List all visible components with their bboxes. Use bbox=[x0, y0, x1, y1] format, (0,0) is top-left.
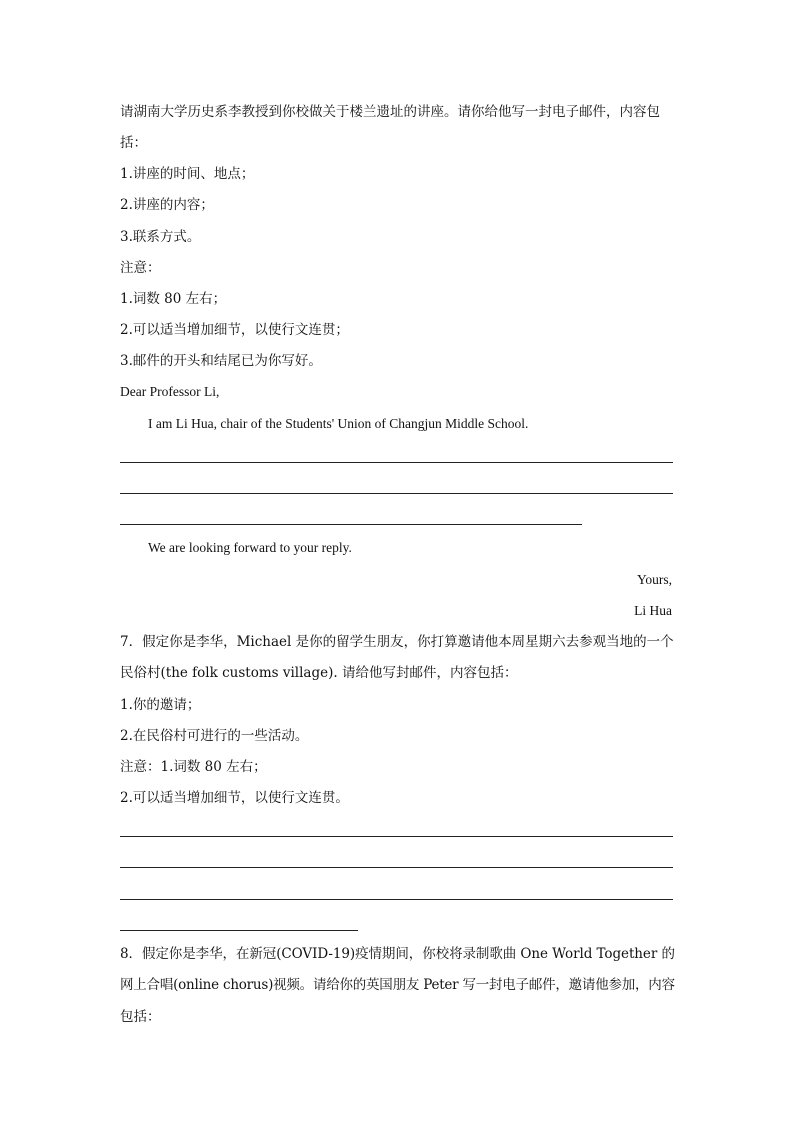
answer-line bbox=[120, 493, 673, 494]
task6-note-2: 2.可以适当增加细节，以使行文连贯； bbox=[120, 322, 349, 338]
task8-line3: 包括： bbox=[120, 1009, 161, 1025]
answer-line bbox=[120, 867, 673, 868]
answer-line bbox=[120, 524, 582, 525]
task6-prompt-line2: 括： bbox=[120, 135, 147, 151]
task6-item-1: 1.讲座的时间、地点； bbox=[120, 166, 255, 182]
task6-note-3: 3.邮件的开头和结尾已为你写好。 bbox=[120, 353, 322, 369]
task6-signoff: Yours, bbox=[636, 572, 672, 587]
task7-note-1: 注意：1.词数 80 左右； bbox=[120, 759, 267, 775]
task7-line1: 7．假定你是李华，Michael 是你的留学生朋友，你打算邀请他本周星期六去参观当地的一个 bbox=[120, 634, 674, 650]
task8-line2: 网上合唱(online chorus)视频。请给你的英国朋友 Peter 写一封电子邮件，邀请他参加，内容 bbox=[120, 977, 675, 993]
task6-salutation: Dear Professor Li, bbox=[120, 384, 220, 399]
answer-line bbox=[120, 836, 673, 837]
task8-line1: 8．假定你是李华，在新冠(COVID-19)疫情期间，你校将录制歌曲 One World Together 的 bbox=[120, 946, 675, 962]
task6-item-3: 3.联系方式。 bbox=[120, 229, 201, 245]
task6-signature: Li Hua bbox=[634, 603, 672, 618]
task6-notes-label: 注意： bbox=[120, 260, 161, 276]
task6-note-1: 1.词数 80 左右； bbox=[120, 291, 227, 307]
answer-line bbox=[120, 899, 673, 900]
task6-opening: I am Li Hua, chair of the Students' Union of Changjun Middle School. bbox=[148, 416, 529, 431]
task6-prompt-line1: 请湖南大学历史系李教授到你校做关于楼兰遗址的讲座。请你给他写一封电子邮件，内容包 bbox=[120, 104, 660, 120]
task7-note-2: 2.可以适当增加细节，以使行文连贯。 bbox=[120, 790, 349, 806]
task7-item-2: 2.在民俗村可进行的一些活动。 bbox=[120, 728, 309, 744]
task7-item-1: 1.你的邀请； bbox=[120, 697, 201, 713]
task6-closing: We are looking forward to your reply. bbox=[148, 540, 352, 555]
answer-line bbox=[120, 462, 673, 463]
task7-line2: 民俗村(the folk customs village). 请给他写封邮件，内容包括： bbox=[120, 665, 518, 681]
task6-item-2: 2.讲座的内容； bbox=[120, 197, 214, 213]
answer-line bbox=[120, 930, 358, 931]
